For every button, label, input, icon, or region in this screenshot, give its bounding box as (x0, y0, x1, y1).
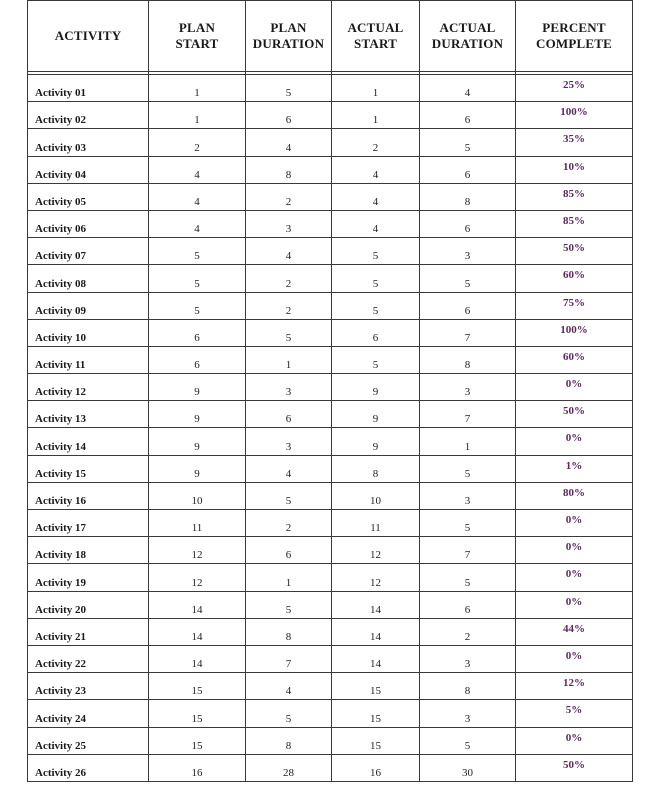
table-row (28, 618, 633, 645)
actual-start-cell: 15 (332, 673, 420, 700)
actual-start-cell: 4 (332, 210, 420, 237)
percent-complete-cell: 0% (516, 564, 633, 591)
actual-start-cell: 15 (332, 727, 420, 754)
plan-start-cell: 15 (149, 727, 246, 754)
activity-name-cell: Activity 07 (28, 238, 149, 265)
plan-start-cell: 11 (149, 510, 246, 537)
header-actual-duration-line-2: DURATION (431, 36, 504, 51)
actual-duration-cell: 8 (420, 183, 516, 210)
actual-duration-cell: 6 (420, 591, 516, 618)
plan-duration-cell: 6 (246, 537, 332, 564)
plan-start-cell: 9 (149, 428, 246, 455)
percent-complete-cell: 0% (516, 537, 633, 564)
table-row (28, 346, 633, 373)
table-body (28, 72, 633, 782)
table-row (28, 727, 633, 754)
plan-start-cell: 6 (149, 319, 246, 346)
percent-complete-cell: 1% (516, 455, 633, 482)
table-row (28, 564, 633, 591)
table-row (28, 292, 633, 319)
actual-duration-cell: 3 (420, 238, 516, 265)
percent-complete-cell: 35% (516, 129, 633, 156)
header-actual-start-line-1: ACTUAL (347, 20, 404, 35)
actual-duration-cell: 7 (420, 401, 516, 428)
actual-start-cell: 1 (332, 75, 420, 102)
activity-name-cell: Activity 20 (28, 591, 149, 618)
percent-complete-cell: 85% (516, 210, 633, 237)
activity-name-cell: Activity 02 (28, 102, 149, 129)
actual-start-cell: 16 (332, 754, 420, 781)
header-actual-start-line-2: START (354, 36, 397, 51)
plan-start-cell: 15 (149, 700, 246, 727)
actual-duration-cell: 5 (420, 455, 516, 482)
activity-name-cell: Activity 21 (28, 618, 149, 645)
header-actual-duration-line-1: ACTUAL (439, 20, 496, 35)
activity-name-cell: Activity 12 (28, 374, 149, 401)
actual-duration-cell: 5 (420, 727, 516, 754)
percent-complete-cell: 0% (516, 591, 633, 618)
plan-start-cell: 10 (149, 482, 246, 509)
plan-duration-cell: 3 (246, 210, 332, 237)
actual-start-cell: 9 (332, 428, 420, 455)
table-row (28, 102, 633, 129)
plan-duration-cell: 28 (246, 754, 332, 781)
plan-duration-cell: 4 (246, 673, 332, 700)
plan-duration-cell: 5 (246, 700, 332, 727)
plan-duration-cell: 3 (246, 428, 332, 455)
plan-duration-cell: 2 (246, 292, 332, 319)
actual-duration-cell: 5 (420, 564, 516, 591)
plan-duration-cell: 5 (246, 319, 332, 346)
activity-name-cell: Activity 15 (28, 455, 149, 482)
actual-duration-cell: 6 (420, 210, 516, 237)
table-row (28, 129, 633, 156)
activity-name-cell: Activity 13 (28, 401, 149, 428)
header-percent-complete-line-2: COMPLETE (536, 36, 612, 51)
percent-complete-cell: 60% (516, 265, 633, 292)
percent-complete-cell: 100% (516, 319, 633, 346)
plan-start-cell: 5 (149, 265, 246, 292)
percent-complete-cell: 44% (516, 618, 633, 645)
plan-duration-cell: 1 (246, 564, 332, 591)
actual-start-cell: 15 (332, 700, 420, 727)
table-row (28, 455, 633, 482)
percent-complete-cell: 0% (516, 645, 633, 672)
actual-duration-cell: 6 (420, 292, 516, 319)
table-row (28, 156, 633, 183)
actual-start-cell: 6 (332, 319, 420, 346)
plan-duration-cell: 7 (246, 645, 332, 672)
percent-complete-cell: 5% (516, 700, 633, 727)
table-row (28, 210, 633, 237)
table-row (28, 754, 633, 781)
table-row (28, 510, 633, 537)
table-row (28, 673, 633, 700)
header-actual-duration (420, 1, 516, 72)
table-header (28, 1, 633, 72)
actual-duration-cell: 3 (420, 700, 516, 727)
plan-duration-cell: 2 (246, 510, 332, 537)
table-row (28, 265, 633, 292)
plan-duration-cell: 3 (246, 374, 332, 401)
table-row (28, 700, 633, 727)
table-row (28, 238, 633, 265)
percent-complete-cell: 50% (516, 401, 633, 428)
plan-duration-cell: 2 (246, 265, 332, 292)
table-row (28, 645, 633, 672)
plan-start-cell: 14 (149, 591, 246, 618)
actual-start-cell: 12 (332, 564, 420, 591)
actual-start-cell: 8 (332, 455, 420, 482)
actual-duration-cell: 2 (420, 618, 516, 645)
plan-duration-cell: 4 (246, 238, 332, 265)
plan-start-cell: 16 (149, 754, 246, 781)
table-row (28, 183, 633, 210)
plan-start-cell: 4 (149, 210, 246, 237)
plan-start-cell: 9 (149, 374, 246, 401)
activity-name-cell: Activity 05 (28, 183, 149, 210)
actual-duration-cell: 7 (420, 319, 516, 346)
activity-name-cell: Activity 04 (28, 156, 149, 183)
actual-duration-cell: 8 (420, 673, 516, 700)
header-plan-duration (246, 1, 332, 72)
percent-complete-cell: 80% (516, 482, 633, 509)
actual-duration-cell: 1 (420, 428, 516, 455)
actual-start-cell: 5 (332, 292, 420, 319)
actual-duration-cell: 3 (420, 482, 516, 509)
actual-start-cell: 12 (332, 537, 420, 564)
actual-start-cell: 4 (332, 183, 420, 210)
actual-duration-cell: 5 (420, 129, 516, 156)
header-activity-line-1: ACTIVITY (54, 28, 122, 43)
percent-complete-cell: 0% (516, 374, 633, 401)
actual-start-cell: 14 (332, 645, 420, 672)
header-actual-start (332, 1, 420, 72)
plan-duration-cell: 6 (246, 401, 332, 428)
plan-duration-cell: 8 (246, 727, 332, 754)
percent-complete-cell: 0% (516, 727, 633, 754)
actual-start-cell: 10 (332, 482, 420, 509)
actual-start-cell: 14 (332, 618, 420, 645)
plan-start-cell: 15 (149, 673, 246, 700)
percent-complete-cell: 0% (516, 510, 633, 537)
actual-duration-cell: 6 (420, 102, 516, 129)
percent-complete-cell: 100% (516, 102, 633, 129)
plan-duration-cell: 8 (246, 156, 332, 183)
plan-start-cell: 14 (149, 618, 246, 645)
actual-start-cell: 11 (332, 510, 420, 537)
plan-start-cell: 5 (149, 292, 246, 319)
table-row (28, 374, 633, 401)
percent-complete-cell: 10% (516, 156, 633, 183)
actual-start-cell: 2 (332, 129, 420, 156)
activity-name-cell: Activity 25 (28, 727, 149, 754)
plan-start-cell: 4 (149, 156, 246, 183)
header-percent-complete-line-1: PERCENT (542, 20, 606, 35)
actual-start-cell: 4 (332, 156, 420, 183)
actual-duration-cell: 30 (420, 754, 516, 781)
plan-start-cell: 6 (149, 346, 246, 373)
actual-start-cell: 9 (332, 374, 420, 401)
plan-duration-cell: 4 (246, 455, 332, 482)
plan-start-cell: 1 (149, 102, 246, 129)
plan-start-cell: 12 (149, 537, 246, 564)
plan-duration-cell: 8 (246, 618, 332, 645)
actual-duration-cell: 4 (420, 75, 516, 102)
plan-start-cell: 2 (149, 129, 246, 156)
plan-start-cell: 9 (149, 401, 246, 428)
activity-name-cell: Activity 23 (28, 673, 149, 700)
activity-name-cell: Activity 09 (28, 292, 149, 319)
header-plan-start (149, 1, 246, 72)
table-row (28, 428, 633, 455)
table-row (28, 537, 633, 564)
actual-duration-cell: 7 (420, 537, 516, 564)
activity-name-cell: Activity 08 (28, 265, 149, 292)
plan-start-cell: 1 (149, 75, 246, 102)
percent-complete-cell: 60% (516, 346, 633, 373)
plan-duration-cell: 1 (246, 346, 332, 373)
percent-complete-cell: 25% (516, 75, 633, 102)
actual-duration-cell: 5 (420, 510, 516, 537)
header-plan-duration-line-2: DURATION (252, 36, 325, 51)
percent-complete-cell: 50% (516, 754, 633, 781)
actual-duration-cell: 8 (420, 346, 516, 373)
header-activity (28, 1, 149, 72)
plan-start-cell: 14 (149, 645, 246, 672)
header-row (28, 1, 633, 72)
table-row (28, 401, 633, 428)
header-percent-complete (516, 1, 633, 72)
activity-schedule-table (27, 0, 633, 782)
actual-start-cell: 5 (332, 265, 420, 292)
actual-duration-cell: 3 (420, 374, 516, 401)
actual-start-cell: 1 (332, 102, 420, 129)
activity-name-cell: Activity 06 (28, 210, 149, 237)
percent-complete-cell: 85% (516, 183, 633, 210)
plan-duration-cell: 5 (246, 75, 332, 102)
percent-complete-cell: 75% (516, 292, 633, 319)
percent-complete-cell: 50% (516, 238, 633, 265)
plan-start-cell: 9 (149, 455, 246, 482)
actual-start-cell: 9 (332, 401, 420, 428)
table-row (28, 591, 633, 618)
activity-name-cell: Activity 22 (28, 645, 149, 672)
actual-duration-cell: 6 (420, 156, 516, 183)
activity-name-cell: Activity 10 (28, 319, 149, 346)
table-row (28, 319, 633, 346)
header-plan-start-line-1: PLAN (178, 20, 216, 35)
activity-name-cell: Activity 03 (28, 129, 149, 156)
actual-duration-cell: 5 (420, 265, 516, 292)
header-plan-duration-line-1: PLAN (270, 20, 307, 35)
plan-start-cell: 4 (149, 183, 246, 210)
activity-name-cell: Activity 18 (28, 537, 149, 564)
plan-start-cell: 12 (149, 564, 246, 591)
actual-duration-cell: 3 (420, 645, 516, 672)
percent-complete-cell: 0% (516, 428, 633, 455)
activity-name-cell: Activity 26 (28, 754, 149, 781)
activity-name-cell: Activity 16 (28, 482, 149, 509)
percent-complete-cell: 12% (516, 673, 633, 700)
activity-name-cell: Activity 17 (28, 510, 149, 537)
plan-duration-cell: 4 (246, 129, 332, 156)
table-row (28, 75, 633, 102)
actual-start-cell: 5 (332, 238, 420, 265)
plan-start-cell: 5 (149, 238, 246, 265)
plan-duration-cell: 2 (246, 183, 332, 210)
table-row (28, 482, 633, 509)
activity-schedule-sheet (27, 0, 632, 782)
activity-name-cell: Activity 24 (28, 700, 149, 727)
header-plan-start-line-2: START (175, 36, 219, 51)
activity-name-cell: Activity 11 (28, 346, 149, 373)
actual-start-cell: 14 (332, 591, 420, 618)
actual-start-cell: 5 (332, 346, 420, 373)
activity-name-cell: Activity 14 (28, 428, 149, 455)
plan-duration-cell: 5 (246, 591, 332, 618)
activity-name-cell: Activity 01 (28, 75, 149, 102)
plan-duration-cell: 5 (246, 482, 332, 509)
plan-duration-cell: 6 (246, 102, 332, 129)
activity-name-cell: Activity 19 (28, 564, 149, 591)
